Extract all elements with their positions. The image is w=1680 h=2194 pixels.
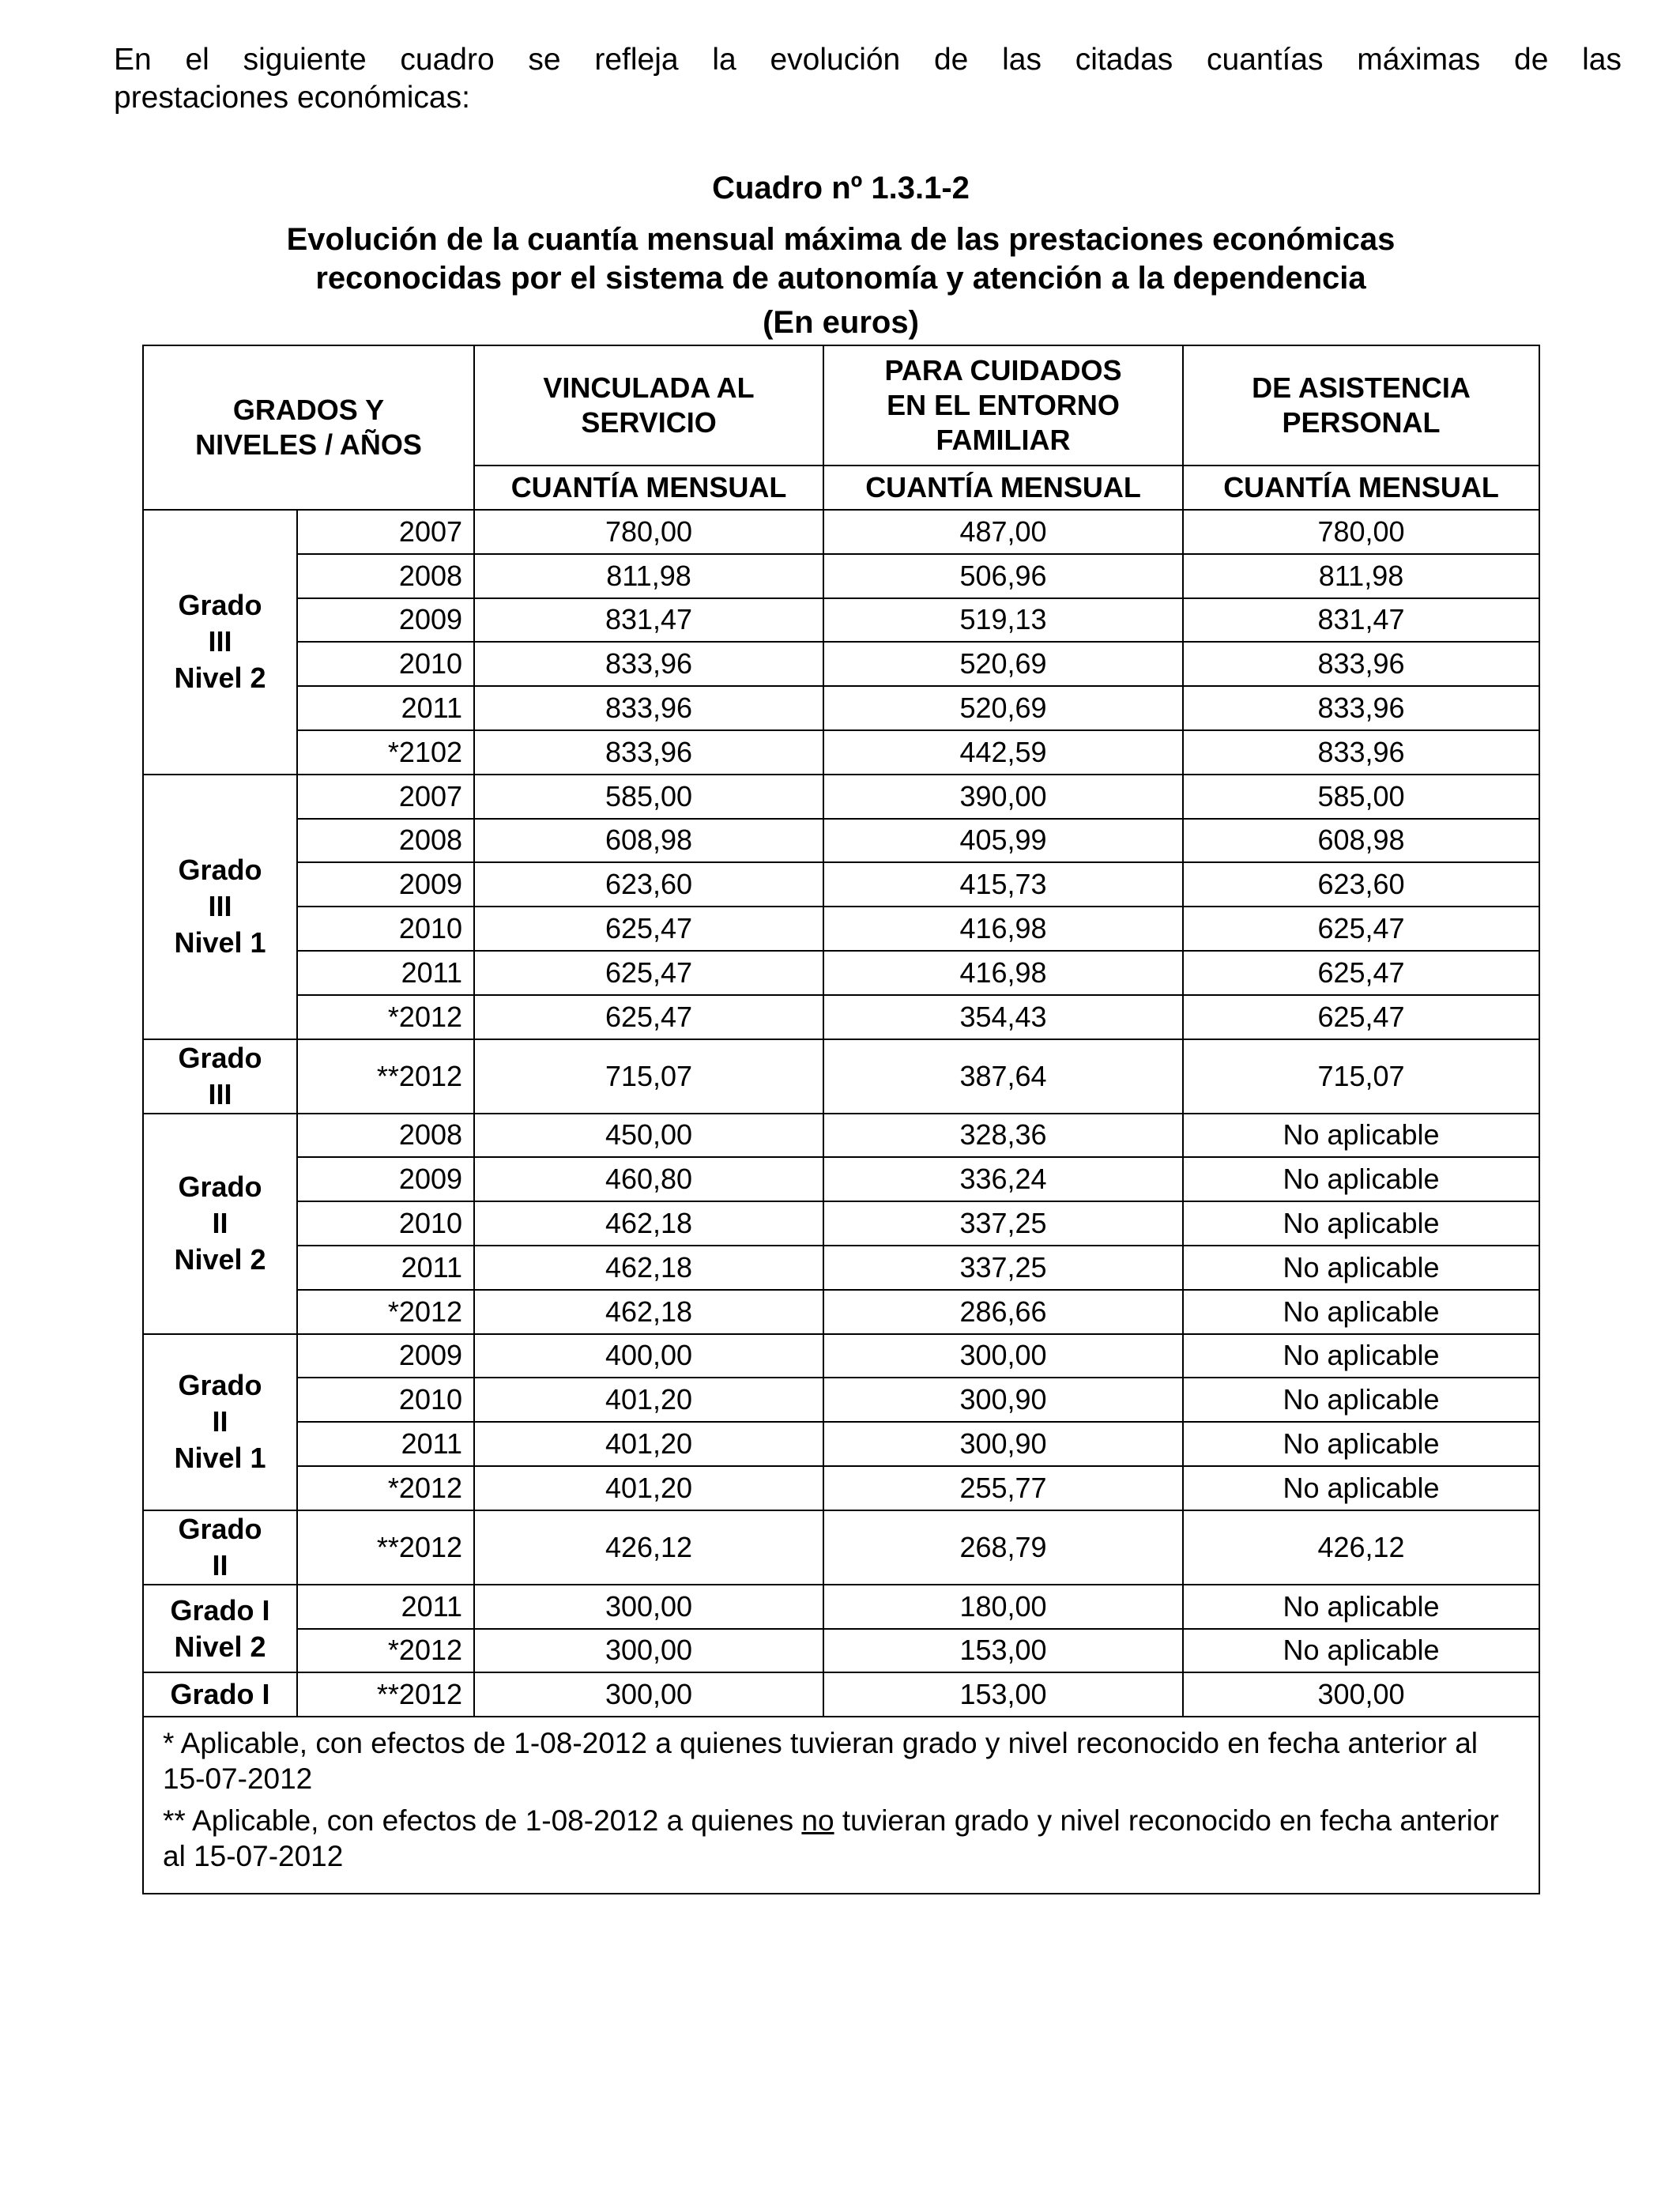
service-amount-cell: 811,98 bbox=[474, 554, 823, 598]
service-amount-cell: 400,00 bbox=[474, 1334, 823, 1378]
note-double-asterisk bbox=[163, 1803, 1520, 1874]
intro-paragraph bbox=[114, 41, 1622, 117]
table-row bbox=[143, 775, 1539, 819]
personal-amount-cell: No aplicable bbox=[1183, 1466, 1539, 1510]
service-amount-cell: 585,00 bbox=[474, 775, 823, 819]
service-amount-cell: 450,00 bbox=[474, 1114, 823, 1158]
year-cell: *2012 bbox=[297, 995, 474, 1039]
table-row bbox=[143, 1246, 1539, 1290]
year-cell: 2011 bbox=[297, 1246, 474, 1290]
table-row bbox=[143, 951, 1539, 995]
personal-amount-cell: 585,00 bbox=[1183, 775, 1539, 819]
intro-line-2: prestaciones económicas: bbox=[114, 81, 470, 115]
service-amount-cell: 608,98 bbox=[474, 819, 823, 863]
personal-amount-cell: 831,47 bbox=[1183, 598, 1539, 643]
service-amount-cell: 833,96 bbox=[474, 686, 823, 730]
grade-cell: Grado I Nivel 2 bbox=[143, 1585, 297, 1673]
family-amount-cell: 180,00 bbox=[823, 1585, 1183, 1629]
intro-line-1: En el siguiente cuadro se refleja la evolución de las citadas cuantías máximas de las bbox=[114, 43, 1622, 77]
personal-amount-cell: 780,00 bbox=[1183, 510, 1539, 554]
year-cell: 2010 bbox=[297, 642, 474, 686]
personal-amount-cell: 811,98 bbox=[1183, 554, 1539, 598]
personal-amount-cell: 833,96 bbox=[1183, 730, 1539, 775]
year-cell: 2008 bbox=[297, 554, 474, 598]
year-cell: 2009 bbox=[297, 1157, 474, 1201]
year-cell: 2011 bbox=[297, 1422, 474, 1466]
note-double-asterisk-part-1: ** Aplicable, con efectos de 1-08-2012 a quienes bbox=[163, 1804, 802, 1838]
personal-amount-cell: No aplicable bbox=[1183, 1422, 1539, 1466]
table-body bbox=[143, 510, 1539, 1717]
service-amount-cell: 715,07 bbox=[474, 1039, 823, 1114]
family-amount-cell: 300,90 bbox=[823, 1422, 1183, 1466]
year-cell: 2011 bbox=[297, 686, 474, 730]
grade-cell: Grado I bbox=[143, 1672, 297, 1717]
service-amount-cell: 460,80 bbox=[474, 1157, 823, 1201]
subheader-family: CUANTÍA MENSUAL bbox=[823, 466, 1183, 510]
personal-amount-cell: No aplicable bbox=[1183, 1114, 1539, 1158]
service-amount-cell: 426,12 bbox=[474, 1510, 823, 1585]
table-row bbox=[143, 907, 1539, 951]
note-double-asterisk-part-2: tuvieran grado y nivel reconocido en fecha anterior al 15-07-2012 bbox=[163, 1804, 1499, 1873]
grade-cell: Grado III Nivel 2 bbox=[143, 510, 297, 775]
personal-amount-cell: No aplicable bbox=[1183, 1629, 1539, 1673]
year-cell: 2010 bbox=[297, 907, 474, 951]
year-cell: 2007 bbox=[297, 510, 474, 554]
family-amount-cell: 519,13 bbox=[823, 598, 1183, 643]
table-notes bbox=[143, 1717, 1539, 1894]
family-amount-cell: 336,24 bbox=[823, 1157, 1183, 1201]
family-amount-cell: 255,77 bbox=[823, 1466, 1183, 1510]
family-amount-cell: 416,98 bbox=[823, 951, 1183, 995]
service-amount-cell: 401,20 bbox=[474, 1422, 823, 1466]
grade-cell: Grado II Nivel 1 bbox=[143, 1334, 297, 1510]
table-row bbox=[143, 686, 1539, 730]
personal-amount-cell: 715,07 bbox=[1183, 1039, 1539, 1114]
year-cell: *2012 bbox=[297, 1629, 474, 1673]
table-number: Cuadro nº 1.3.1-2 bbox=[712, 171, 970, 205]
year-cell: *2102 bbox=[297, 730, 474, 775]
year-cell: 2010 bbox=[297, 1201, 474, 1246]
personal-amount-cell: 833,96 bbox=[1183, 686, 1539, 730]
year-cell: 2008 bbox=[297, 1114, 474, 1158]
year-cell: 2007 bbox=[297, 775, 474, 819]
header-family: PARA CUIDADOS EN EL ENTORNO FAMILIAR bbox=[823, 345, 1183, 466]
service-amount-cell: 780,00 bbox=[474, 510, 823, 554]
year-cell: **2012 bbox=[297, 1510, 474, 1585]
year-cell: **2012 bbox=[297, 1039, 474, 1114]
note-single-asterisk: * Aplicable, con efectos de 1-08-2012 a quienes tuvieran grado y nivel reconocido en fecha anterior al 15-07-2012 bbox=[163, 1727, 1478, 1796]
family-amount-cell: 286,66 bbox=[823, 1290, 1183, 1334]
year-cell: 2008 bbox=[297, 819, 474, 863]
family-amount-cell: 328,36 bbox=[823, 1114, 1183, 1158]
service-amount-cell: 300,00 bbox=[474, 1629, 823, 1673]
table-row bbox=[143, 1585, 1539, 1629]
family-amount-cell: 354,43 bbox=[823, 995, 1183, 1039]
family-amount-cell: 416,98 bbox=[823, 907, 1183, 951]
grade-cell: Grado III Nivel 1 bbox=[143, 775, 297, 1039]
table-row bbox=[143, 1629, 1539, 1673]
personal-amount-cell: 625,47 bbox=[1183, 907, 1539, 951]
year-cell: 2009 bbox=[297, 862, 474, 907]
family-amount-cell: 300,90 bbox=[823, 1378, 1183, 1422]
family-amount-cell: 487,00 bbox=[823, 510, 1183, 554]
family-amount-cell: 390,00 bbox=[823, 775, 1183, 819]
personal-amount-cell: No aplicable bbox=[1183, 1378, 1539, 1422]
benefits-table bbox=[142, 345, 1540, 1894]
table-row bbox=[143, 510, 1539, 554]
personal-amount-cell: 426,12 bbox=[1183, 1510, 1539, 1585]
service-amount-cell: 833,96 bbox=[474, 730, 823, 775]
family-amount-cell: 337,25 bbox=[823, 1201, 1183, 1246]
family-amount-cell: 337,25 bbox=[823, 1246, 1183, 1290]
personal-amount-cell: 833,96 bbox=[1183, 642, 1539, 686]
table-row bbox=[143, 730, 1539, 775]
service-amount-cell: 625,47 bbox=[474, 995, 823, 1039]
year-cell: *2012 bbox=[297, 1466, 474, 1510]
table-row bbox=[143, 1466, 1539, 1510]
header-service: VINCULADA AL SERVICIO bbox=[474, 345, 823, 466]
subheader-service: CUANTÍA MENSUAL bbox=[474, 466, 823, 510]
table-row bbox=[143, 1510, 1539, 1585]
service-amount-cell: 625,47 bbox=[474, 951, 823, 995]
service-amount-cell: 462,18 bbox=[474, 1201, 823, 1246]
family-amount-cell: 506,96 bbox=[823, 554, 1183, 598]
service-amount-cell: 462,18 bbox=[474, 1246, 823, 1290]
personal-amount-cell: 300,00 bbox=[1183, 1672, 1539, 1717]
table-title-line-2: reconocidas por el sistema de autonomía y atención a la dependencia bbox=[315, 261, 1366, 296]
table-row bbox=[143, 1039, 1539, 1114]
service-amount-cell: 831,47 bbox=[474, 598, 823, 643]
service-amount-cell: 833,96 bbox=[474, 642, 823, 686]
personal-amount-cell: 625,47 bbox=[1183, 995, 1539, 1039]
table-row bbox=[143, 1157, 1539, 1201]
year-cell: 2010 bbox=[297, 1378, 474, 1422]
personal-amount-cell: No aplicable bbox=[1183, 1201, 1539, 1246]
personal-amount-cell: 623,60 bbox=[1183, 862, 1539, 907]
family-amount-cell: 300,00 bbox=[823, 1334, 1183, 1378]
table-row bbox=[143, 1422, 1539, 1466]
service-amount-cell: 401,20 bbox=[474, 1378, 823, 1422]
service-amount-cell: 623,60 bbox=[474, 862, 823, 907]
personal-amount-cell: No aplicable bbox=[1183, 1585, 1539, 1629]
year-cell: 2011 bbox=[297, 951, 474, 995]
table-row bbox=[143, 1290, 1539, 1334]
grade-cell: Grado II bbox=[143, 1510, 297, 1585]
grade-cell: Grado II Nivel 2 bbox=[143, 1114, 297, 1334]
family-amount-cell: 387,64 bbox=[823, 1039, 1183, 1114]
family-amount-cell: 520,69 bbox=[823, 642, 1183, 686]
table-title-line-1: Evolución de la cuantía mensual máxima de las prestaciones económicas bbox=[286, 222, 1396, 257]
year-cell: 2009 bbox=[297, 598, 474, 643]
family-amount-cell: 153,00 bbox=[823, 1629, 1183, 1673]
family-amount-cell: 268,79 bbox=[823, 1510, 1183, 1585]
service-amount-cell: 300,00 bbox=[474, 1672, 823, 1717]
family-amount-cell: 153,00 bbox=[823, 1672, 1183, 1717]
personal-amount-cell: No aplicable bbox=[1183, 1334, 1539, 1378]
service-amount-cell: 401,20 bbox=[474, 1466, 823, 1510]
header-personal: DE ASISTENCIA PERSONAL bbox=[1183, 345, 1539, 466]
service-amount-cell: 625,47 bbox=[474, 907, 823, 951]
table-row bbox=[143, 862, 1539, 907]
header-grades: GRADOS Y NIVELES / AÑOS bbox=[143, 345, 474, 510]
year-cell: 2011 bbox=[297, 1585, 474, 1629]
personal-amount-cell: 608,98 bbox=[1183, 819, 1539, 863]
table-row bbox=[143, 598, 1539, 643]
personal-amount-cell: 625,47 bbox=[1183, 951, 1539, 995]
personal-amount-cell: No aplicable bbox=[1183, 1246, 1539, 1290]
note-double-asterisk-underlined: no bbox=[801, 1804, 834, 1838]
table-row bbox=[143, 554, 1539, 598]
year-cell: *2012 bbox=[297, 1290, 474, 1334]
subheader-personal: CUANTÍA MENSUAL bbox=[1183, 466, 1539, 510]
family-amount-cell: 520,69 bbox=[823, 686, 1183, 730]
table-row bbox=[143, 1201, 1539, 1246]
table-row bbox=[143, 1378, 1539, 1422]
table-row bbox=[143, 1672, 1539, 1717]
grade-cell: Grado III bbox=[143, 1039, 297, 1114]
personal-amount-cell: No aplicable bbox=[1183, 1157, 1539, 1201]
year-cell: 2009 bbox=[297, 1334, 474, 1378]
family-amount-cell: 442,59 bbox=[823, 730, 1183, 775]
personal-amount-cell: No aplicable bbox=[1183, 1290, 1539, 1334]
family-amount-cell: 405,99 bbox=[823, 819, 1183, 863]
table-row bbox=[143, 1334, 1539, 1378]
service-amount-cell: 462,18 bbox=[474, 1290, 823, 1334]
table-row bbox=[143, 819, 1539, 863]
table-row bbox=[143, 642, 1539, 686]
year-cell: **2012 bbox=[297, 1672, 474, 1717]
service-amount-cell: 300,00 bbox=[474, 1585, 823, 1629]
table-row bbox=[143, 1114, 1539, 1158]
table-unit: (En euros) bbox=[763, 305, 919, 340]
table-row bbox=[143, 995, 1539, 1039]
family-amount-cell: 415,73 bbox=[823, 862, 1183, 907]
